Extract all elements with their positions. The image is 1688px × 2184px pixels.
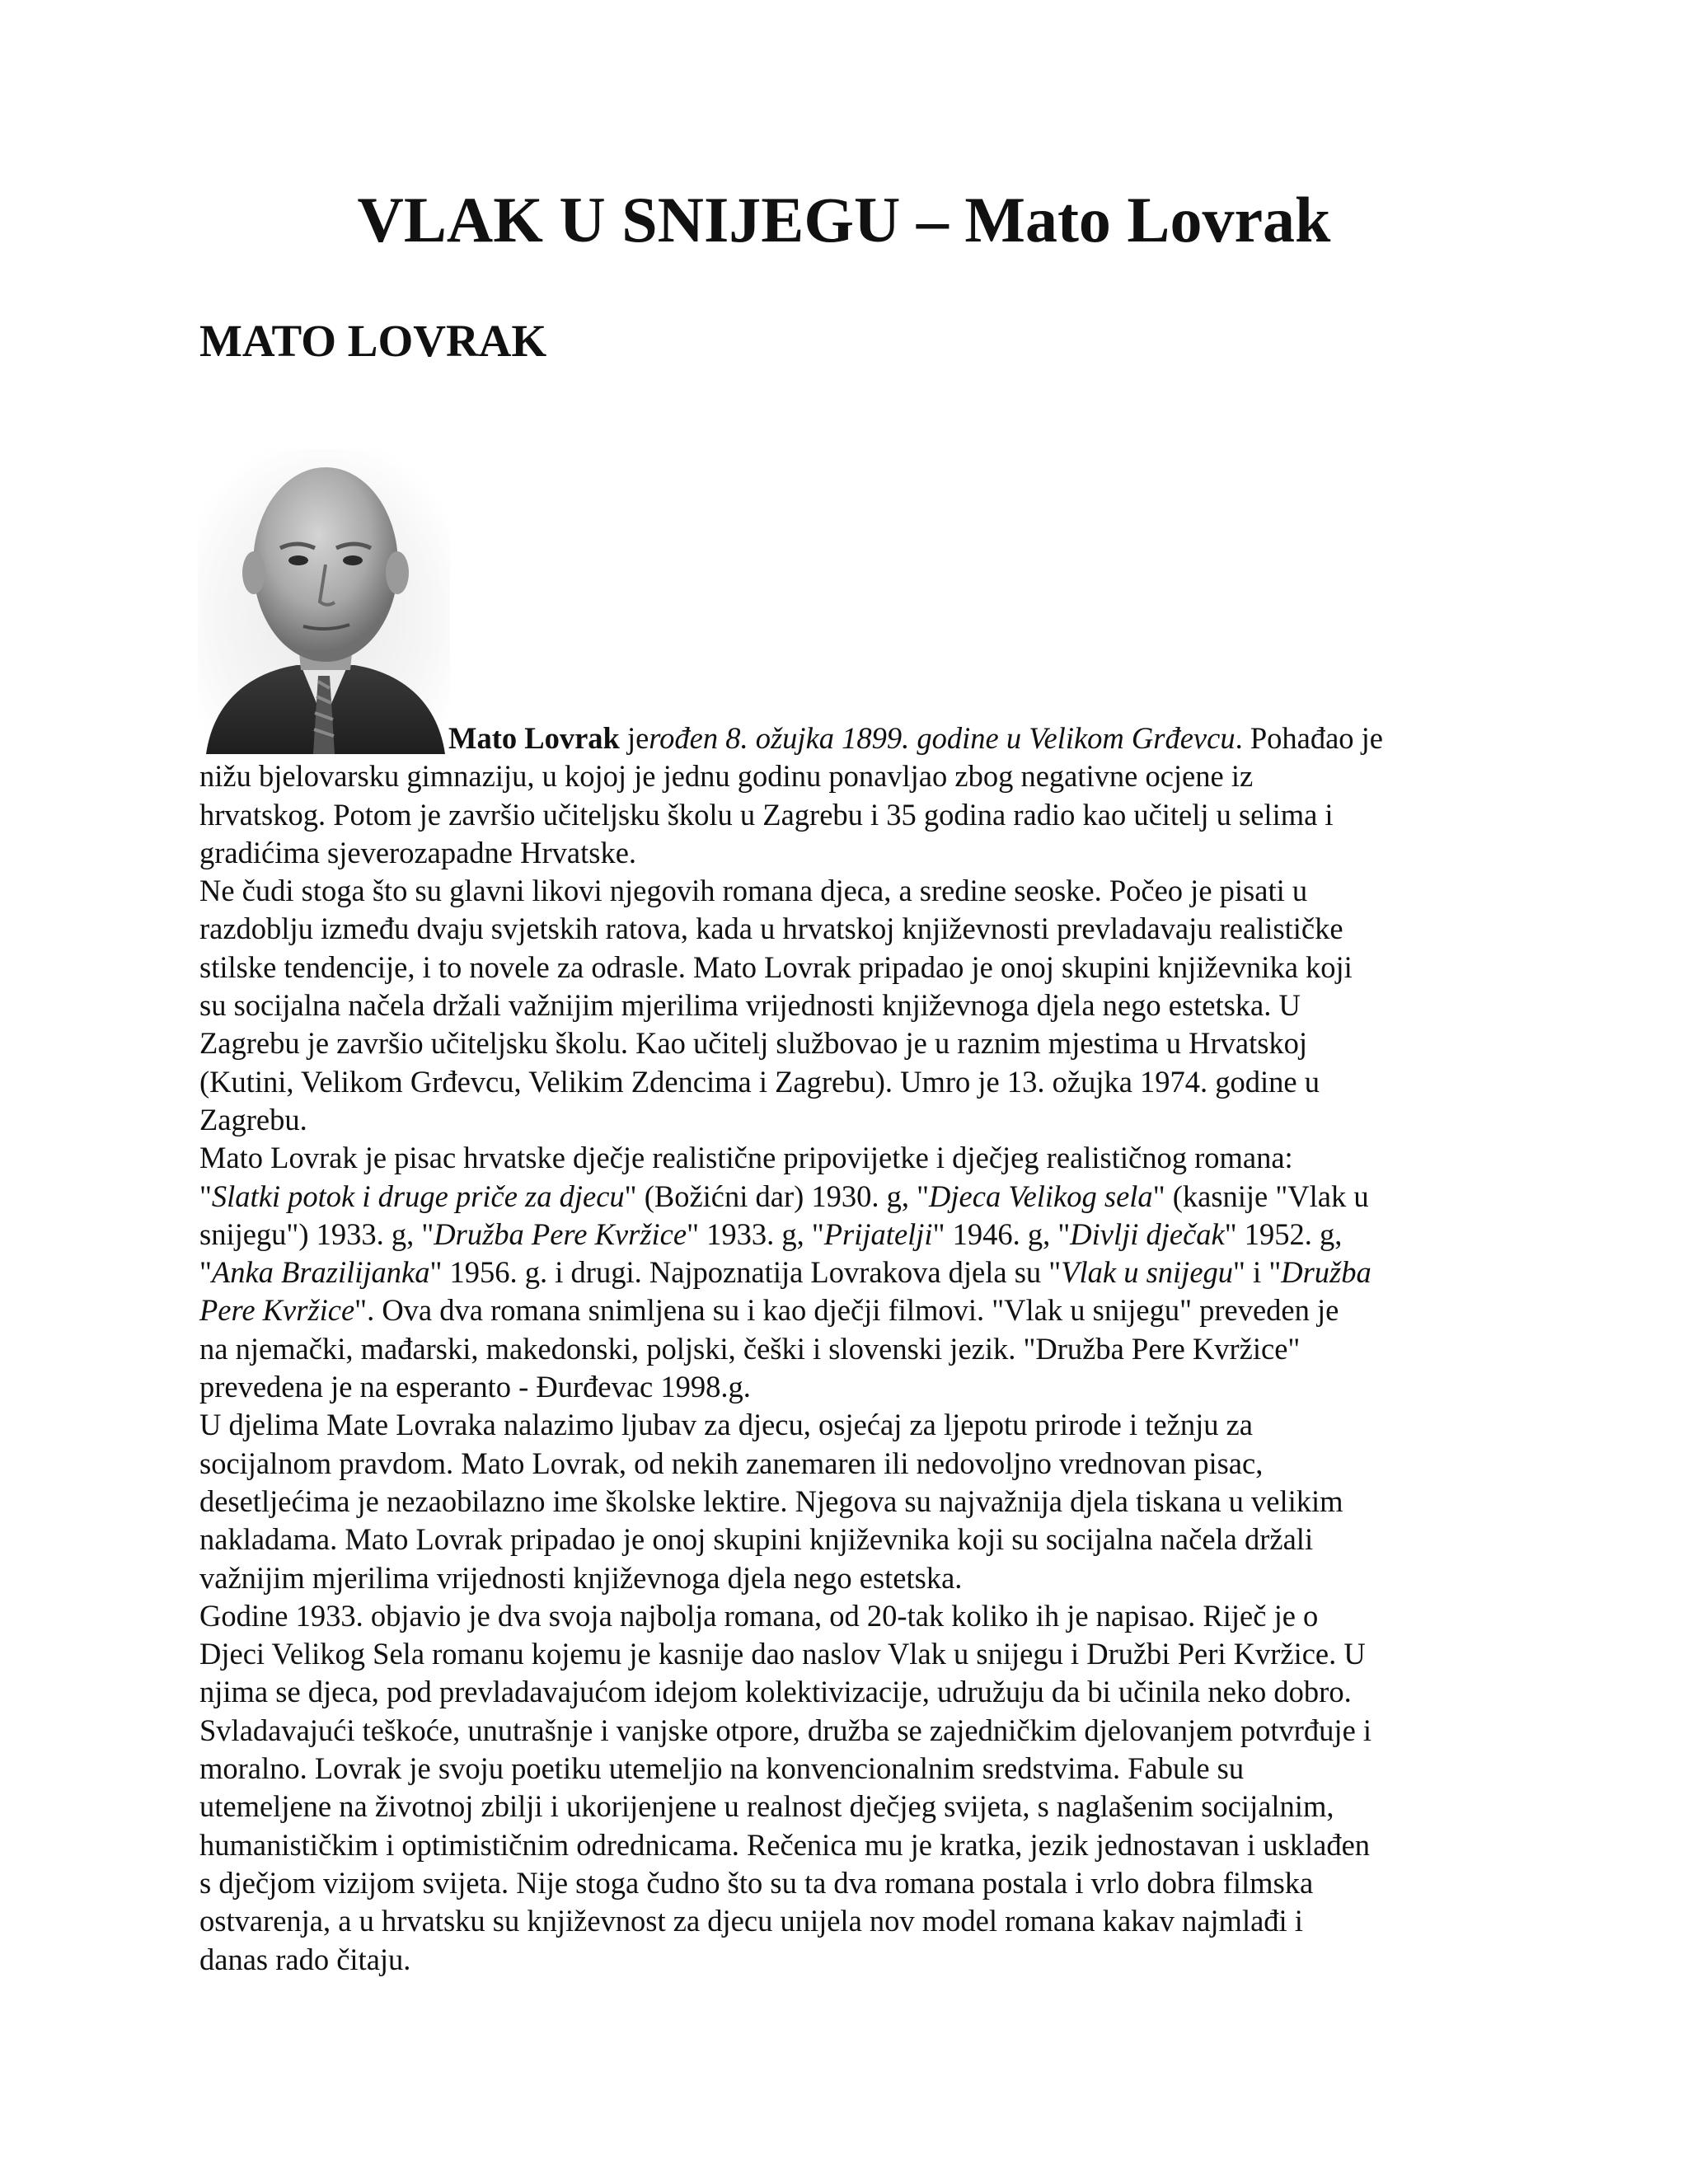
- bold-text: Mato Lovrak: [448, 721, 620, 755]
- text-segment: " 1946. g, ": [932, 1216, 1071, 1251]
- text-segment: humanističkim i optimističnim odrednicama. Rečenica mu je kratka, jezik jednostavan i usklađen: [199, 1827, 1371, 1862]
- text-segment: U djelima Mate Lovraka nalazimo ljubav za djecu, osjećaj za ljepotu prirode i težnju za: [199, 1408, 1253, 1442]
- text-segment: hrvatskog. Potom je završio učiteljsku školu u Zagrebu i 35 godina radio kao učitelj u selima i: [199, 797, 1334, 832]
- text-line: [199, 1368, 1498, 1406]
- text-segment: " 1952. g,: [1224, 1216, 1343, 1251]
- text-segment: socijalnom pravdom. Mato Lovrak, od nekih zanemaren ili nedovoljno vrednovan pisac,: [199, 1446, 1264, 1480]
- text-line: [199, 1826, 1498, 1864]
- text-segment: ": [199, 1255, 212, 1290]
- text-segment: danas rado čitaju.: [199, 1942, 411, 1976]
- text-line: [199, 1063, 1498, 1101]
- italic-text: Anka Brazilijanka: [211, 1255, 430, 1290]
- text-line: [199, 796, 1498, 834]
- text-segment: " (kasnije "Vlak u: [1152, 1179, 1369, 1213]
- text-segment: " 1933. g, ": [687, 1216, 824, 1251]
- text-line: [199, 1941, 1498, 1979]
- text-segment: Djeci Velikog Sela romanu kojemu je kasnije dao naslov Vlak u snijegu i Družbi Peri Kvržice. U: [199, 1637, 1366, 1671]
- text-segment: utemeljene na životnoj zbilji i ukorijenjene u realnost dječjeg svijeta, s naglašenim socijalnim,: [199, 1789, 1334, 1824]
- text-line: [199, 910, 1498, 948]
- text-segment: Zagrebu.: [199, 1102, 307, 1137]
- text-line: [199, 1635, 1498, 1673]
- italic-text: Vlak u snijegu: [1061, 1255, 1234, 1290]
- text-segment: Zagrebu je završio učiteljsku školu. Kao učitelj službovao je u raznim mjestima u Hrvatskoj: [199, 1026, 1308, 1061]
- text-line: [199, 1330, 1498, 1368]
- text-segment: gradićima sjeverozapadne Hrvatske.: [199, 835, 637, 869]
- text-line: [199, 1406, 1498, 1444]
- text-segment: ". Ova dva romana snimljena su i kao dječji filmovi. "Vlak u snijegu" preveden je: [354, 1293, 1339, 1328]
- text-line: [199, 1445, 1498, 1483]
- portrait-photo-icon: [198, 449, 450, 754]
- text-line: [199, 1216, 1498, 1254]
- text-segment: Mato Lovrak je pisac hrvatske dječje realistične pripovijetke i dječjeg realističnog romana:: [199, 1141, 1293, 1175]
- text-line: [199, 987, 1498, 1024]
- text-segment: Godine 1933. objavio je dva svoja najbolja romana, od 20-tak koliko ih je napisao. Riječ je o: [199, 1598, 1319, 1633]
- text-line: [199, 1291, 1498, 1329]
- italic-text: Družba: [1281, 1255, 1372, 1290]
- text-segment: su socijalna načela držali važnijim mjerilima vrijednosti književnoga djela nego estetska. U: [199, 988, 1301, 1023]
- italic-text: Divlji dječak: [1070, 1216, 1225, 1251]
- text-line: [199, 1254, 1498, 1291]
- text-segment: desetljećima je nezaobilazno ime školske lektire. Njegova su najvažnija djela tiskana u velikim: [199, 1483, 1343, 1518]
- text-line: [199, 1750, 1498, 1788]
- biography-text: [199, 719, 1498, 1979]
- page-title: VLAK U SNIJEGU – Mato Lovrak: [357, 184, 1331, 255]
- text-segment: snijegu") 1933. g, ": [199, 1216, 434, 1251]
- text-line: [199, 1559, 1498, 1597]
- text-segment: njima se djeca, pod prevladavajućom idejom kolektivizacije, udružuju da bi učinila neko dobro.: [199, 1675, 1352, 1709]
- text-line: [199, 1597, 1498, 1635]
- text-line: [199, 1902, 1498, 1940]
- text-line: [199, 1864, 1498, 1902]
- text-segment: važnijim mjerilima vrijednosti književnoga djela nego estetska.: [199, 1560, 963, 1595]
- text-line: [199, 834, 1498, 872]
- italic-text: Pere Kvržice: [199, 1293, 355, 1328]
- italic-text: Družba Pere Kvržice: [434, 1216, 687, 1251]
- text-line: [199, 1673, 1498, 1711]
- italic-text: Prijatelji: [823, 1216, 933, 1251]
- italic-text: Djeca Velikog sela: [929, 1179, 1153, 1213]
- text-line: [199, 1483, 1498, 1521]
- text-line: [199, 1712, 1498, 1750]
- text-line: [199, 719, 1498, 757]
- text-segment: Svladavajući teškoće, unutrašnje i vanjske otpore, družba se zajedničkim djelovanjem potvrđuje i: [199, 1713, 1372, 1747]
- text-segment: na njemački, mađarski, makedonski, poljski, češki i slovenski jezik. "Družba Pere Kvržice": [199, 1331, 1301, 1366]
- text-segment: . Pohađao je: [1235, 721, 1383, 755]
- text-segment: (Kutini, Velikom Grđevcu, Velikim Zdencima i Zagrebu). Umro je 13. ožujka 1974. godine u: [199, 1064, 1320, 1099]
- text-segment: s dječjom vizijom svijeta. Nije stoga čudno što su ta dva romana postala i vrlo dobra filmska: [199, 1865, 1314, 1900]
- text-segment: prevedena je na esperanto - Đurđevac 1998.g.: [199, 1370, 751, 1404]
- text-line: [199, 1521, 1498, 1558]
- text-line: [199, 949, 1498, 987]
- text-line: [199, 1178, 1498, 1216]
- text-segment: je: [619, 721, 649, 755]
- italic-text: rođen 8. ožujka 1899. godine u Velikom Grđevcu: [649, 721, 1236, 755]
- text-line: [199, 1101, 1498, 1139]
- text-line: [199, 1024, 1498, 1062]
- text-segment: " i ": [1233, 1255, 1282, 1290]
- text-line: [199, 1788, 1498, 1825]
- italic-text: Slatki potok i druge priče za djecu: [211, 1179, 625, 1213]
- text-line: [199, 872, 1498, 910]
- text-segment: " (Božićni dar) 1930. g, ": [624, 1179, 930, 1213]
- text-segment: nižu bjelovarsku gimnaziju, u kojoj je jednu godinu ponavljao zbog negativne ocjene iz: [199, 759, 1254, 794]
- text-segment: stilske tendencije, i to novele za odrasle. Mato Lovrak pripadao je onoj skupini književnika koji: [199, 949, 1353, 984]
- text-segment: " 1956. g. i drugi. Najpoznatija Lovrakova djela su ": [429, 1255, 1062, 1290]
- author-heading: MATO LOVRAK: [199, 316, 547, 366]
- text-segment: ": [199, 1179, 212, 1213]
- text-segment: ostvarenja, a u hrvatsku su književnost za djecu unijela nov model romana kakav najmlađi i: [199, 1904, 1303, 1938]
- text-line: [199, 1139, 1498, 1177]
- text-line: [199, 757, 1498, 795]
- text-segment: Ne čudi stoga što su glavni likovi njegovih romana djeca, a sredine seoske. Počeo je pisati u: [199, 874, 1308, 908]
- text-segment: moralno. Lovrak je svoju poetiku utemeljio na konvencionalnim sredstvima. Fabule su: [199, 1751, 1245, 1786]
- text-segment: razdoblju između dvaju svjetskih ratova, kada u hrvatskoj književnosti prevladavaju realističke: [199, 912, 1343, 946]
- text-segment: nakladama. Mato Lovrak pripadao je onoj skupini književnika koji su socijalna načela držali: [199, 1522, 1314, 1557]
